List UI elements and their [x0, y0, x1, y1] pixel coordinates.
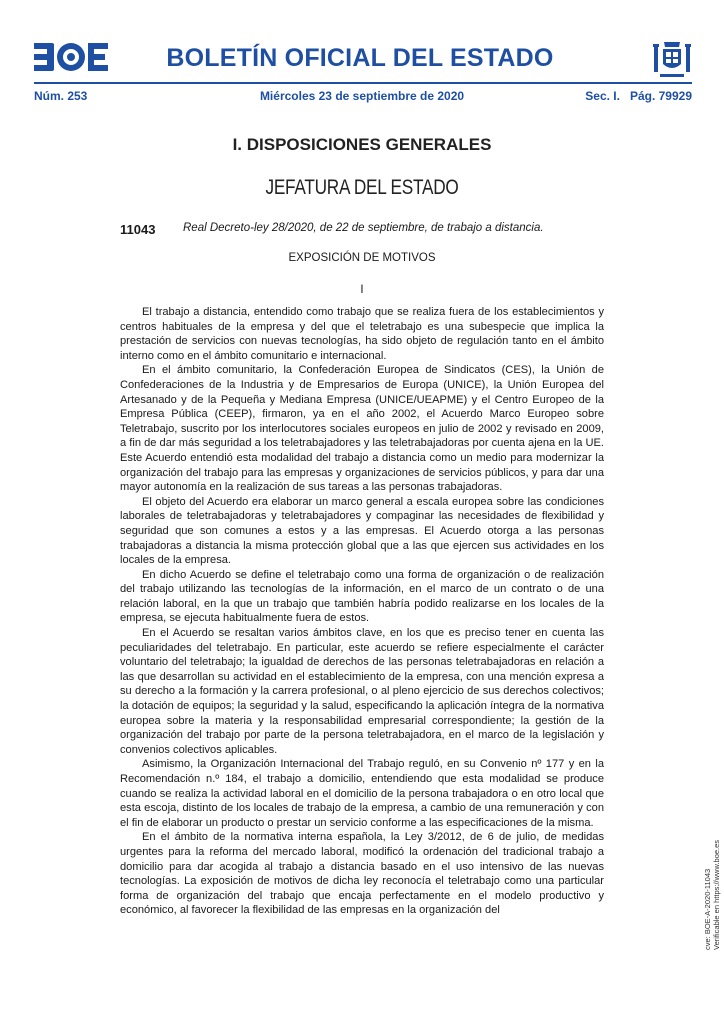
boe-logo	[34, 43, 108, 71]
document-title: Real Decreto-ley 28/2020, de 22 de septiembre, de trabajo a distancia.	[183, 222, 544, 234]
paragraph: Asimismo, la Organización Internacional del Trabajo reguló, en su Convenio nº 177 y en la Recomendación n.º 184, el trabajo a domicilio, entendiendo que esta modalidad se produce cuando se realiza la actividad laboral en el domicilio de la persona trabajadora o en otro local que esta escoja, distinto de los locales de trabajo de la empresa, a cambio de una remuneración y con el fin de elaborar un producto o prestar un servicio conforme a las especificaciones de la misma.	[120, 758, 604, 829]
issue-date: Miércoles 23 de septiembre de 2020	[259, 89, 465, 103]
chapter-numeral: I	[360, 284, 364, 296]
paragraph: En el Acuerdo se resaltan varios ámbitos clave, en los que es preciso tener en cuenta las peculiaridades del teletrabajo. En particular, este acuerdo se refiere especialmente el carácter voluntario del teletrabajo; la igualdad de derechos de las personas teletrabajadoras en relación a las que desarrollan su actividad en el establecimiento de la empresa, con una mención expresa a su derecho a la formación y la carrera profesional, o al pleno ejercicio de sus derechos colectivos; la dotación de equipos; la seguridad y la salud, especificando la aplicación íntegra de la normativa europea sobre la materia y la responsabilidad empresarial correspondiente; la gestión de la organización del trabajo por parte de la persona teletrabajadora, en el marco de la legislación y convenios colectivos aplicables.	[120, 627, 604, 756]
paragraph: En dicho Acuerdo se define el teletrabajo como una forma de organización o de realización del trabajo utilizando las tecnologías de la información, en el marco de un contrato o de una relación laboral, en la que un trabajo que también habría podido realizarse en los locales de la empresa, se ejecuta habitualmente fuera de estos.	[120, 568, 604, 625]
document-number: 11043	[120, 222, 156, 237]
verify-url: Verificable en https://www.boe.es	[712, 839, 721, 950]
body-text	[120, 305, 604, 918]
paragraph: El objeto del Acuerdo era elaborar un marco general a escala europea sobre las condiciones laborales de teletrabajadoras y teletrabajadores y compaginar las necesidades de flexibilidad y seguridad que son comunes a estos y a las empresas. El Acuerdo otorga a las personas trabajadoras a distancia la misma protección global que a las que ejercen sus actividades en los locales de la empresa.	[120, 495, 604, 567]
coat-of-arms-icon	[652, 38, 692, 80]
department-heading: JEFATURA DEL ESTADO	[265, 176, 459, 199]
cve-code: cve: BOE-A-2020-11043	[703, 868, 712, 950]
section-page: Sec. I. Pág. 79929	[585, 89, 692, 103]
paragraph: El trabajo a distancia, entendido como trabajo que se realiza fuera de los establecimientos y centros habituales de la empresa y del que el teletrabajo es una subespecie que implica la prestación de servicios con nuevas tecnologías, ha sido objeto de regulación tanto en el ámbito interno como en el ámbito comunitario e internacional.	[120, 306, 604, 362]
gazette-title: BOLETÍN OFICIAL DEL ESTADO	[166, 44, 554, 72]
issue-number: Núm. 253	[34, 89, 88, 103]
motives-heading: EXPOSICIÓN DE MOTIVOS	[288, 252, 436, 264]
section-heading: I. DISPOSICIONES GENERALES	[232, 135, 492, 154]
paragraph: En el ámbito de la normativa interna española, la Ley 3/2012, de 6 de julio, de medidas urgentes para la reforma del mercado laboral, modificó la ordenación del tradicional trabajo a domicilio para dar acogida al trabajo a distancia basado en el uso intensivo de las nuevas tecnologías. La exposición de motivos de dicha ley reconocía el teletrabajo como una particular forma de organización del trabajo que encaja perfectamente en el modelo productivo y económico, al favorecer la flexibilidad de las empresas en la organización del	[120, 831, 604, 917]
header-rule	[34, 82, 692, 84]
paragraph: En el ámbito comunitario, la Confederación Europea de Sindicatos (CES), la Unión de Confederaciones de la Industria y de Empresarios de Europa (UNICE), la Unión Europea del Artesanado y de la Pequeña y Mediana Empresa (UNICE/UEAPME) y el Centro Europeo de la Empresa Pública (CEEP), firmaron, ya en el año 2002, el Acuerdo Marco Europeo sobre Teletrabajo, suscrito por los interlocutores sociales europeos en julio de 2002 y revisado en 2009, a fin de dar más seguridad a los teletrabajadores y las teletrabajadoras por cuenta ajena en la UE. Este Acuerdo entendió esta modalidad del trabajo a distancia como un medio para modernizar la organización del trabajo para las empresas y organizaciones de servicios públicos, y para dar una mayor autonomía en la realización de sus tareas a las personas trabajadoras.	[120, 364, 604, 494]
verification-note	[703, 810, 721, 950]
